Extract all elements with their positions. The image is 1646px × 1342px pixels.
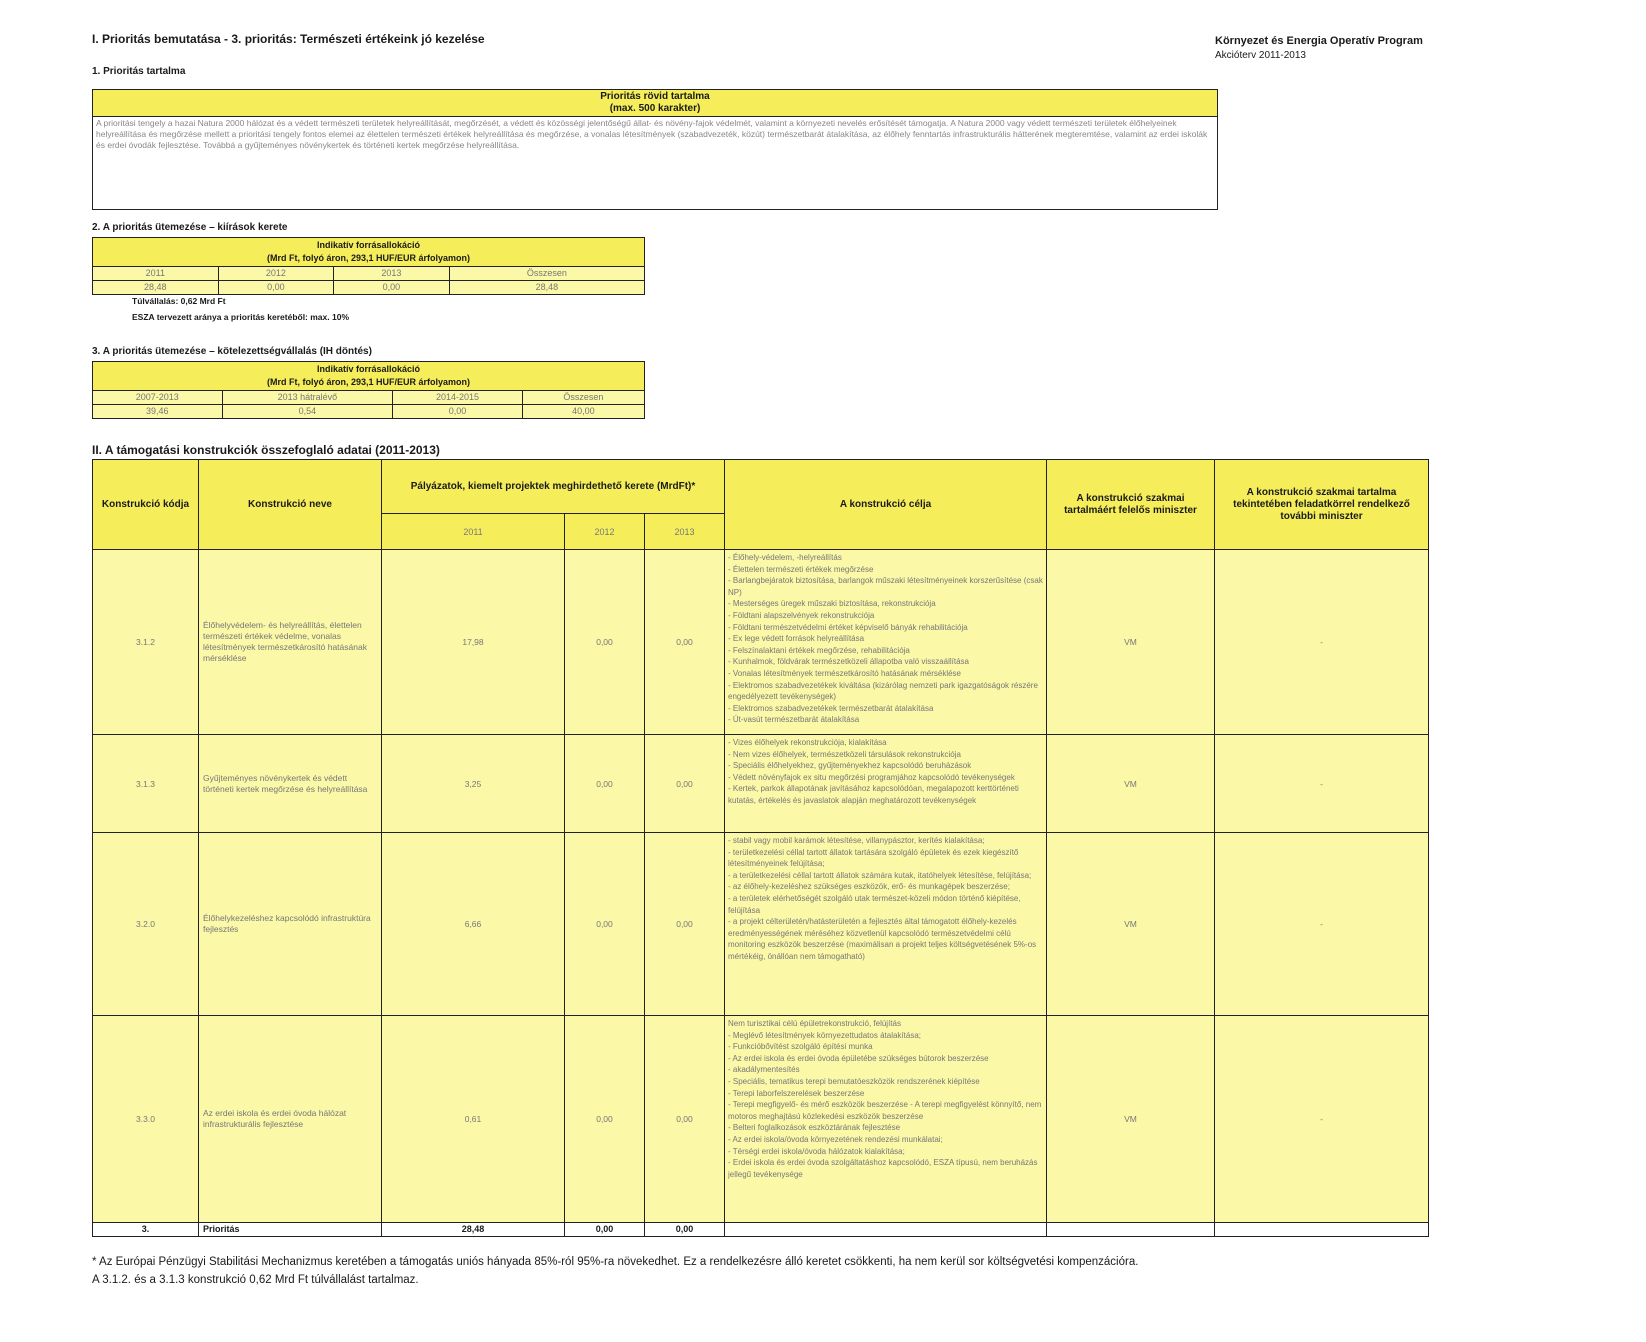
budget-column-header: Pályázatok, kiemelt projektek meghirdethető kerete (MrdFt)* <box>382 460 725 514</box>
table-cell: 0,54 <box>222 405 393 419</box>
footnote-overcommitment: A 3.1.2. és a 3.1.3 konstrukció 0,62 Mrd Ft túlvállalást tartalmaz. <box>92 1274 419 1286</box>
page-title: I. Prioritás bemutatása - 3. prioritás: Természeti értékeink jó kezelése <box>92 32 485 46</box>
budget-2012: 0,00 <box>565 1016 645 1223</box>
name-column-header: Konstrukció neve <box>199 460 382 550</box>
other-minister: - <box>1215 1016 1429 1223</box>
budget-2013: 0,00 <box>645 550 725 735</box>
budget-2012: 0,00 <box>565 550 645 735</box>
overcommitment-note: Túlvállalás: 0,62 Mrd Ft <box>132 296 226 306</box>
action-plan-label: Akcióterv 2011-2013 <box>1215 50 1306 61</box>
total-label: Prioritás <box>199 1223 382 1237</box>
total-2013: 0,00 <box>645 1223 725 1237</box>
code-column-header: Konstrukció kódja <box>93 460 199 550</box>
responsible-minister: VM <box>1047 1016 1215 1223</box>
priority-summary-text: A prioritási tengely a hazai Natura 2000 hálózat és a védett természeti területek helyreállítását, megőrzését, a védett és közösségi jelentőségű állat- és növény-fajok védelmét, valamint a környezeti nevelés erősítését támogatja. A Natura 2000 vagy védett természeti területek élőhelyeinek helyreállítása és megőrzése mellett a prioritási tengely fontos elemei az élettelen természeti értékek helyreállítása és megőrzése, a vonalas létesítmények (szabadvezeték, közút) természetbarát átalakítása, az élőhely fenntartás infrastrukturális hátterének megteremtése, valamint az erdei iskolák és erdei óvodák fejlesztése. Továbbá a gyűjteményes növénykertek és történeti kertek megőrzése helyreállítása. <box>96 118 1208 150</box>
construction-code: 3.3.0 <box>93 1016 199 1223</box>
table-row <box>93 735 1429 833</box>
table-row <box>93 833 1429 1016</box>
total-empty-cell <box>725 1223 1047 1237</box>
column-header: 2012 <box>218 267 334 281</box>
year-column-header: 2011 <box>382 514 565 550</box>
other-minister: - <box>1215 550 1429 735</box>
table-cell: 0,00 <box>218 281 334 295</box>
year-column-header: 2013 <box>645 514 725 550</box>
other-minister: - <box>1215 735 1429 833</box>
responsible-minister: VM <box>1047 833 1215 1016</box>
total-2012: 0,00 <box>565 1223 645 1237</box>
construction-name: Élőhelyvédelem- és helyreállítás, élettelen természeti értékek védelme, vonalas létesítmények természetkárosító hatásának mérséklése <box>199 550 382 735</box>
column-header: 2014-2015 <box>393 391 523 405</box>
construction-name: Élőhelykezeléshez kapcsolódó infrastruktúra fejlesztés <box>199 833 382 1016</box>
schedule-table-subtitle: (Mrd Ft, folyó áron, 293,1 HUF/EUR árfolyamon) <box>266 377 471 387</box>
section3-heading: 3. A prioritás ütemezése – kötelezettségvállalás (IH döntés) <box>92 346 372 357</box>
budget-2012: 0,00 <box>565 833 645 1016</box>
priority-summary-box <box>92 89 1218 210</box>
column-header: Összesen <box>449 267 644 281</box>
schedule-table-header <box>93 238 645 267</box>
schedule-table-title: Indikatív forrásallokáció <box>316 364 421 374</box>
responsible-minister: VM <box>1047 550 1215 735</box>
other-minister: - <box>1215 833 1429 1016</box>
schedule-table-commitments <box>92 361 645 419</box>
budget-2011: 3,25 <box>382 735 565 833</box>
schedule-table-header <box>93 362 645 391</box>
construction-name: Az erdei iskola és erdei óvoda hálózat infrastrukturális fejlesztése <box>199 1016 382 1223</box>
table-cell: 40,00 <box>522 405 644 419</box>
budget-2013: 0,00 <box>645 833 725 1016</box>
construction-name: Gyűjteményes növénykertek és védett történeti kertek megőrzése és helyreállítása <box>199 735 382 833</box>
footnote-esm: * Az Európai Pénzügyi Stabilitási Mechanizmus keretében a támogatás uniós hányada 85%-ról 95%-ra növekedhet. Ez a rendelkezésre álló keretet csökkenti, ha nem kerül sor költségvetési kompenzációra. <box>92 1256 1139 1268</box>
schedule-table-title: Indikatív forrásallokáció <box>316 240 421 250</box>
column-header: 2013 <box>334 267 450 281</box>
priority-summary-header <box>93 90 1217 117</box>
responsible-minister: VM <box>1047 735 1215 833</box>
total-row <box>93 1223 1429 1237</box>
schedule-table-calls <box>92 237 645 295</box>
priority-summary-subtitle: (max. 500 karakter) <box>609 103 701 114</box>
other-minister-column-header: A konstrukció szakmai tartalma tekintetében feladatkörrel rendelkező további miniszter <box>1215 460 1429 550</box>
column-header: 2011 <box>93 267 219 281</box>
year-column-header: 2012 <box>565 514 645 550</box>
table-cell: 28,48 <box>449 281 644 295</box>
construction-code: 3.1.3 <box>93 735 199 833</box>
section2-heading: 2. A prioritás ütemezése – kiírások kerete <box>92 222 288 233</box>
schedule-table-subtitle: (Mrd Ft, folyó áron, 293,1 HUF/EUR árfolyamon) <box>266 253 471 263</box>
total-empty-cell <box>1215 1223 1429 1237</box>
constructions-table <box>92 459 1429 1237</box>
table-cell: 0,00 <box>393 405 523 419</box>
goal-column-header: A konstrukció célja <box>725 460 1047 550</box>
construction-code: 3.1.2 <box>93 550 199 735</box>
table-cell: 39,46 <box>93 405 223 419</box>
program-name: Környezet és Energia Operatív Program <box>1215 35 1423 47</box>
construction-goal: - Vizes élőhelyek rekonstrukciója, kialakítása - Nem vizes élőhelyek, természetközeli társulások rekonstrukciója - Speciális élőhelyekhez, gyűjteményekhez kapcsolódó beruházások - Védett növényfajok ex situ megőrzési programjához kapcsolódó tevékenységek - Kertek, parkok állapotának javításához kapcsolódóan, megalapozott kerttörténeti kutatás, értékelés és javaslatok alapján meghatározott tevékenységek <box>725 735 1047 833</box>
budget-2011: 6,66 <box>382 833 565 1016</box>
total-empty-cell <box>1047 1223 1215 1237</box>
budget-2011: 0,61 <box>382 1016 565 1223</box>
table-row <box>93 550 1429 735</box>
minister-column-header: A konstrukció szakmai tartalmáért felelős miniszter <box>1047 460 1215 550</box>
construction-code: 3.2.0 <box>93 833 199 1016</box>
budget-2013: 0,00 <box>645 735 725 833</box>
column-header: 2013 hátralévő <box>222 391 393 405</box>
column-header: 2007-2013 <box>93 391 223 405</box>
section4-heading: II. A támogatási konstrukciók összefoglaló adatai (2011-2013) <box>92 443 440 457</box>
column-header: Összesen <box>522 391 644 405</box>
priority-summary-title: Prioritás rövid tartalma <box>600 91 710 102</box>
budget-2013: 0,00 <box>645 1016 725 1223</box>
budget-2011: 17,98 <box>382 550 565 735</box>
table-cell: 28,48 <box>93 281 219 295</box>
construction-goal: Nem turisztikai célú épületrekonstrukció, felújítás - Meglévő létesítmények környezettudatos átalakítása; - Funkcióbővítést szolgáló építési munka - Az erdei iskola és erdei óvoda épületébe szükséges bútorok beszerzése - akadálymentesítés - Speciális, tematikus terepi bemutatóeszközök rendszerének kiépítése - Terepi laborfelszerelések beszerzése - Terepi megfigyelő- és mérő eszközök beszerzése - A terepi megfigyelést könnyítő, nem motoros meghajtású közlekedési eszközök beszerzése - Belteri foglalkozások eszköztárának fejlesztése - Az erdei iskola/óvoda környezetének rendezési munkálatai; - Térségi erdei iskola/óvoda hálózatok kialakítása; - Erdei iskola és erdei óvoda szolgáltatáshoz kapcsolódó, ESZA típusú, nem beruházás jellegű tevékenysége <box>725 1016 1047 1223</box>
construction-goal: - Élőhely-védelem, -helyreállítás - Élettelen természeti értékek megőrzése - Barlangbejáratok biztosítása, barlangok műszaki létesítményeinek korszerűsítése (csak NP) - Mesterséges üregek műszaki biztosítása, rekonstrukciója - Földtani alapszelvények rekonstrukciója - Földtani természetvédelmi értéket képviselő bányák rehabilitációja - Ex lege védett források helyreállítása - Felszínalaktani értékek megőrzése, rehabilitációja - Kunhalmok, földvárak természetközeli állapotba való visszaállítása - Vonalas létesítmények természetkárosító hatásának mérséklése - Elektromos szabadvezetékek kiváltása (kizárólag nemzeti park igazgatóságok részére engedélyezett tevékenységek) - Elektromos szabadvezetékek természetbarát átalakítása - Út-vasút természetbarát átalakítása <box>725 550 1047 735</box>
budget-2012: 0,00 <box>565 735 645 833</box>
esf-ratio-note: ESZA tervezett aránya a prioritás keretéből: max. 10% <box>132 312 349 322</box>
section1-heading: 1. Prioritás tartalma <box>92 66 186 77</box>
construction-goal: - stabil vagy mobil karámok létesítése, villanypásztor, kerítés kialakítása; - területkezelési céllal tartott állatok tartására szolgáló épületek és ezek kiegészítő létesítményeinek felújítása; - a területkezelési céllal tartott állatok számára kutak, itatóhelyek létesítése, felújítása; - az élőhely-kezeléshez szükséges eszközök, erő- és munkagépek beszerzése; - a területek elérhetőségét szolgáló utak természet-közeli módon történő kiépítése, felújítása - a projekt célterületén/hatásterületén a fejlesztés által támogatott élőhely-kezelés eredményességének méréséhez közvetlenül kapcsolódó természetvédelmi célú monitoring eszközök beszerzése (maximálisan a projekt teljes költségvetésének 5%-os mértékéig, önállóan nem támogatható) <box>725 833 1047 1016</box>
table-row <box>93 1016 1429 1223</box>
total-code: 3. <box>93 1223 199 1237</box>
table-cell: 0,00 <box>334 281 450 295</box>
total-2011: 28,48 <box>382 1223 565 1237</box>
